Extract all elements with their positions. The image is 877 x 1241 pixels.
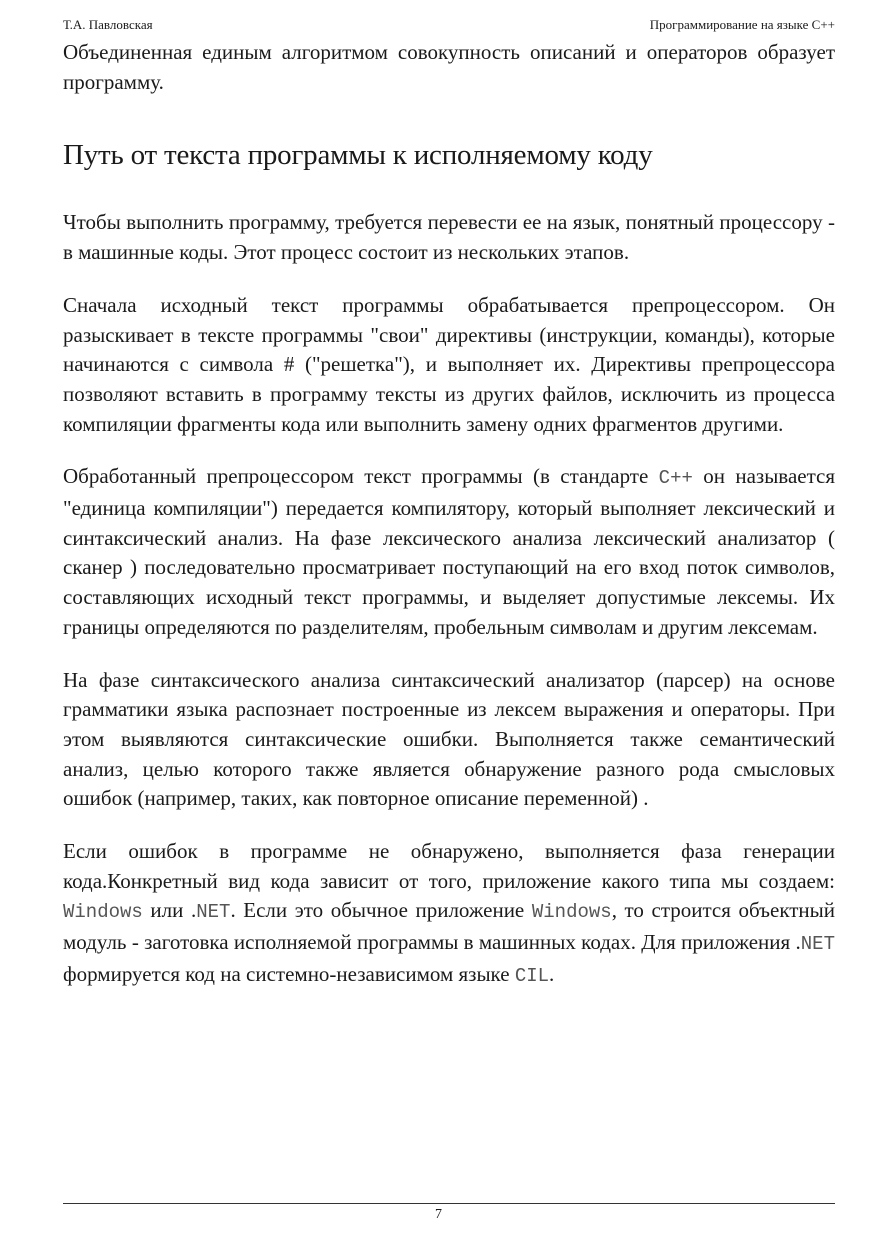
code-cil: CIL	[514, 964, 550, 987]
section-heading: Путь от текста программы к исполняемому коду	[63, 139, 653, 172]
code-net-2: NET	[800, 933, 835, 956]
p3-text-2: он называется "единица компиляции") передается компилятору, который выполняет лексический и синтаксический анализ. На фазе лексического анализа лексический анализатор ( сканер ) последовательно просматривает поступающий на его вход поток символов, составляющих исходный текст программы, и выделяет допустимые лексемы. Их границы определяются по разделителям, пробельным символам и другим лексемам.	[63, 464, 835, 639]
header-book-title: Программирование на языке С++	[649, 17, 835, 32]
intro-paragraph: Объединенная единым алгоритмом совокупность описаний и операторов образует программу.	[63, 40, 835, 94]
paragraph-1: Чтобы выполнить программу, требуется перевести ее на язык, понятный процессору - в машинные коды. Этот процесс состоит из нескольких этапов.	[63, 210, 835, 265]
code-cpp: C++	[658, 467, 693, 490]
code-windows: Windows	[63, 901, 143, 924]
p3-text-1: Обработанный препроцессором текст программы (в стандарте	[63, 464, 649, 489]
paragraph-3	[63, 462, 835, 642]
p5-text-3: . Если это обычное приложение	[230, 898, 525, 923]
header-author: Т.А. Павловская	[63, 17, 153, 32]
p5-text-5: формируется код на системно-независимом языке	[63, 961, 510, 986]
paragraph-2: Сначала исходный текст программы обрабатывается препроцессором. Он разыскивает в тексте программы "свои" директивы (инструкции, команды), которые начинаются с символа # ("решетка"), и выполняет их. Директивы препроцессора позволяют вставить в программу тексты из других файлов, исключить из процесса компиляции фрагменты кода или выполнить замену одних фрагментов другими.	[63, 292, 835, 436]
page-body	[63, 38, 835, 992]
p5-text-1: Если ошибок в программе не обнаружено, выполняется фаза генерации кода.Конкретный вид кода зависит от того, приложение какого типа мы создаем:	[63, 839, 835, 893]
code-windows-2: Windows	[531, 901, 612, 924]
paragraph-4: На фазе синтаксического анализа синтаксический анализатор (парсер) на основе грамматики языка распознает построенные из лексем выражения и операторы. При этом выявляются синтаксические ошибки. Выполняется также семантический анализ, целью которого также является обнаружение разного рода смысловых ошибок (например, таких, как повторное описание переменной) .	[63, 667, 835, 811]
page-header	[63, 16, 835, 34]
p5-text-4: , то строится объектный модуль - заготовка исполняемой программы в машинных кодах. Для приложения .	[63, 898, 836, 955]
p5-text-2: или .	[150, 898, 197, 923]
paragraph-5	[63, 837, 835, 992]
page-number: 7	[435, 1207, 442, 1222]
code-net: NET	[196, 901, 231, 924]
footer-divider	[63, 1203, 835, 1204]
p5-text-6: .	[549, 961, 555, 986]
